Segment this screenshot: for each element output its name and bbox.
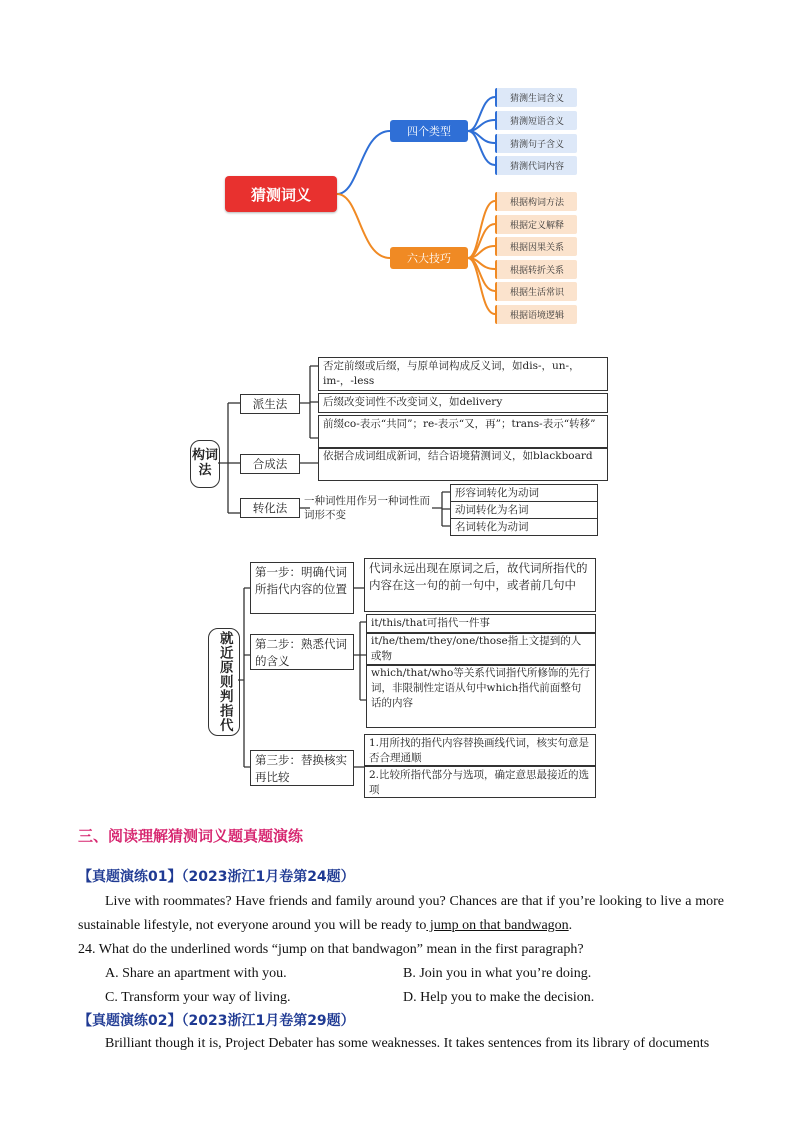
step2-row: it/he/them/they/one/those指上文提到的人或物 xyxy=(366,632,596,666)
option-c: C. Transform your way of living. xyxy=(105,990,291,1005)
question-24: 24. What do the underlined words “jump on that bandwagon” mean in the first paragraph? xyxy=(78,942,584,957)
mindmap-leaf: 猜测生词含义 xyxy=(495,88,577,107)
derivation-row: 后缀改变词性不改变词义，如delivery xyxy=(318,393,608,413)
conversion-row: 动词转化为名词 xyxy=(450,501,598,519)
word-formation-title: 构词法 xyxy=(190,440,220,488)
step3-row: 1.用所找的指代内容替换画线代词，核实句意是否合理通顺 xyxy=(364,734,596,766)
passage-text: Live with roommates? Have friends and family around you? Chances are that if you’re looking to live a more sustainable lifestyle, not everyone around you will be ready to xyxy=(78,894,724,933)
conversion-label: 转化法 xyxy=(240,498,300,518)
mindmap-leaf: 根据生活常识 xyxy=(495,282,577,301)
step2-row: which/that/who等关系代词指代所修饰的先行词，非限制性定语从句中which指代前面整句话的内容 xyxy=(366,664,596,728)
mindmap-leaf: 根据定义解释 xyxy=(495,215,577,234)
exercise1-passage xyxy=(78,890,724,938)
step3-label: 第三步：替换核实再比较 xyxy=(250,750,354,786)
step2-label: 第二步：熟悉代词的含义 xyxy=(250,634,354,670)
mindmap-branch-skills: 六大技巧 xyxy=(390,247,468,269)
step1-text: 代词永远出现在原词之后，故代词所指代的内容在这一句的前一句中，或者前几句中 xyxy=(364,558,596,612)
option-b: B. Join you in what you’re doing. xyxy=(403,966,592,981)
mindmap-root: 猜测词义 xyxy=(225,176,337,212)
compound-text: 依据合成词组成新词，结合语境猜测词义，如blackboard xyxy=(318,447,608,481)
derivation-row: 前缀co-表示“共同”；re-表示“又，再”；trans-表示“转移” xyxy=(318,415,608,449)
mindmap-leaf: 根据转折关系 xyxy=(495,260,577,279)
step2-row: it/this/that可指代一件事 xyxy=(366,614,596,634)
conversion-row: 形容词转化为动词 xyxy=(450,484,598,502)
exercise-title: 【真题演练02】（2023浙江1月卷第29题） xyxy=(78,1013,355,1029)
mindmap-leaf: 猜测代词内容 xyxy=(495,156,577,175)
mindmap-leaf: 根据构词方法 xyxy=(495,192,577,211)
derivation-label: 派生法 xyxy=(240,394,300,414)
pronoun-rule-title-text: 就近原则判指代 xyxy=(216,631,233,733)
exercise-title: 【真题演练01】（2023浙江1月卷第24题） xyxy=(78,869,355,885)
mindmap-leaf: 猜测句子含义 xyxy=(495,134,577,153)
conversion-middle: 一种词性用作另一种词性而词形不变 xyxy=(304,495,430,521)
option-d: D. Help you to make the decision. xyxy=(403,990,595,1005)
conversion-row: 名词转化为动词 xyxy=(450,518,598,536)
step3-row: 2.比较所指代部分与选项，确定意思最接近的选项 xyxy=(364,766,596,798)
derivation-row: 否定前缀或后缀，与原单词构成反义词，如dis-，un-，im-，-less xyxy=(318,357,608,391)
mindmap-leaf: 根据语境逻辑 xyxy=(495,305,577,324)
mindmap-connectors xyxy=(0,0,800,330)
pronoun-rule-title xyxy=(208,628,240,736)
mindmap-leaf: 猜测短语含义 xyxy=(495,111,577,130)
step1-label: 第一步：明确代词所指代内容的位置 xyxy=(250,562,354,614)
option-a: A. Share an apartment with you. xyxy=(105,966,287,981)
exercise2-passage: Brilliant though it is, Project Debater has some weaknesses. It takes sentences from its library of documents xyxy=(105,1036,710,1051)
passage-end: . xyxy=(568,918,573,933)
compound-label: 合成法 xyxy=(240,454,300,474)
mindmap-branch-types: 四个类型 xyxy=(390,120,468,142)
underlined-phrase: jump on that bandwagon xyxy=(426,918,569,933)
mindmap-leaf: 根据因果关系 xyxy=(495,237,577,256)
section-heading: 三、阅读理解猜测词义题真题演练 xyxy=(78,827,304,845)
